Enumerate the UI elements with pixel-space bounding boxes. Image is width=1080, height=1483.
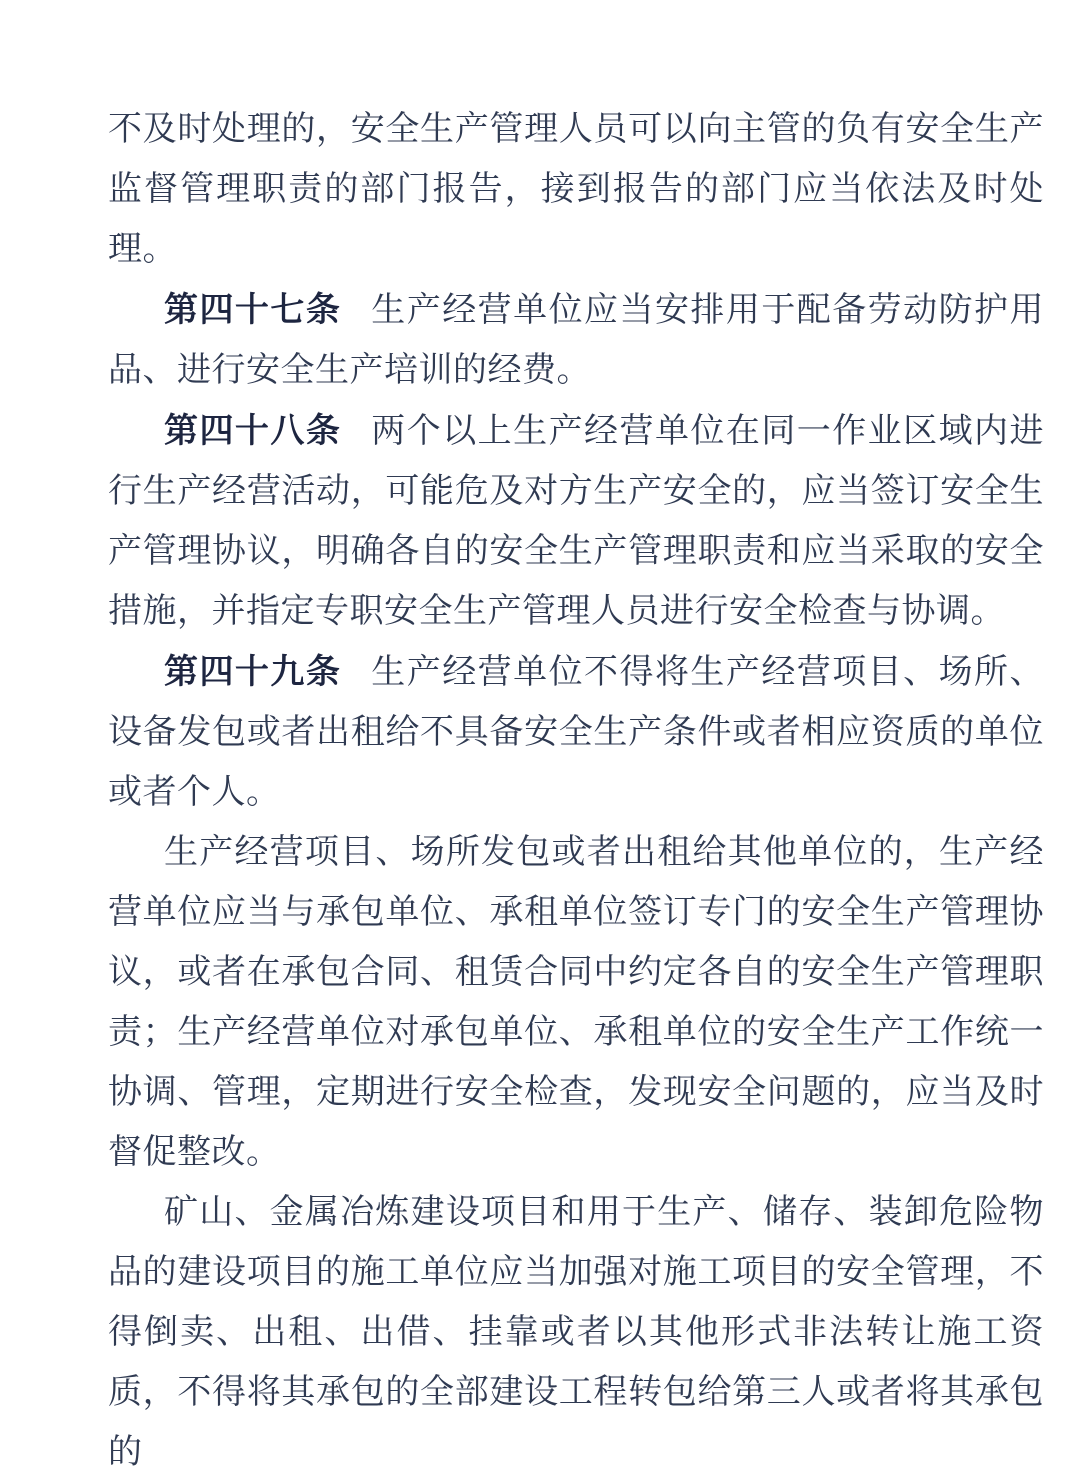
paragraph-text: 生产经营单位不得将生产经营项目、场所、设备发包或者出租给不具备安全生产条件或者相应资质的单位或者个人。 [108, 654, 1045, 811]
paragraph-text: 生产经营单位应当安排用于配备劳动防护用品、进行安全生产培训的经费。 [108, 292, 1045, 389]
article-number-47: 第四十七条 [164, 291, 342, 329]
paragraph-article-49-clause-2 [108, 823, 1044, 1183]
paragraph-text: 生产经营项目、场所发包或者出租给其他单位的，生产经营单位应当与承包单位、承租单位签订专门的安全生产管理协议，或者在承包合同、租赁合同中约定各自的安全生产管理职责；生产经营单位对承包单位、承租单位的安全生产工作统一协调、管理，定期进行安全检查，发现安全问题的，应当及时督促整改。 [108, 834, 1044, 1171]
paragraph-text: 矿山、金属冶炼建设项目和用于生产、储存、装卸危险物品的建设项目的施工单位应当加强对施工项目的安全管理，不得倒卖、出租、出借、挂靠或者以其他形式非法转让施工资质，不得将其承包的全部建设工程转包给第三人或者将其承包的 [108, 1194, 1044, 1471]
paragraph-article-49 [108, 642, 1044, 823]
paragraph-text: 不及时处理的，安全生产管理人员可以向主管的负有安全生产监督管理职责的部门报告，接到报告的部门应当依法及时处理。 [108, 111, 1044, 268]
paragraph-text: 两个以上生产经营单位在同一作业区域内进行生产经营活动，可能危及对方生产安全的，应当签订安全生产管理协议，明确各自的安全生产管理职责和应当采取的安全措施，并指定专职安全生产管理人员进行安全检查与协调。 [108, 413, 1045, 630]
article-number-48: 第四十八条 [164, 412, 342, 450]
paragraph-article46-continuation [108, 100, 1044, 280]
paragraph-article-47 [108, 280, 1044, 401]
paragraph-article-48 [108, 401, 1044, 642]
article-number-49: 第四十九条 [164, 653, 342, 691]
paragraph-article-49-clause-3 [108, 1183, 1044, 1483]
